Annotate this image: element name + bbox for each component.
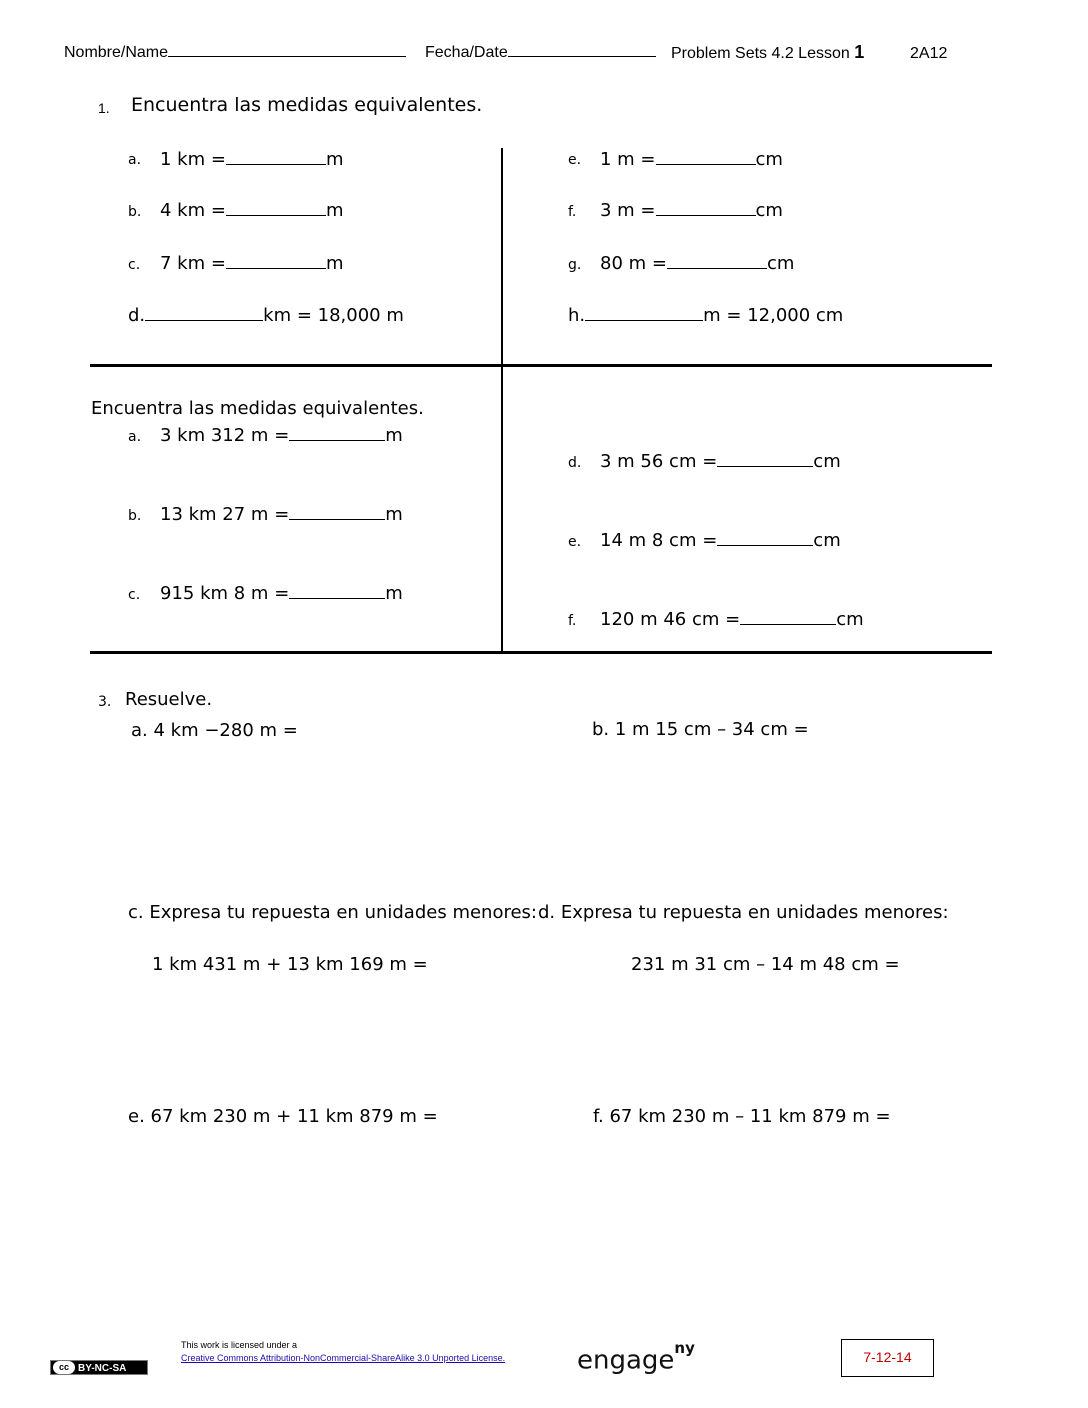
- q2-c-unit: m: [385, 583, 403, 604]
- q1-f-label: f.: [568, 204, 577, 220]
- problem-sets-label: [671, 42, 864, 63]
- q1-a-answer-blank[interactable]: [226, 148, 326, 165]
- q1-h-label: h.: [568, 305, 586, 326]
- q3-number: 3.: [98, 694, 112, 710]
- logo-sup: ny: [674, 1339, 695, 1357]
- q2-e-answer-blank[interactable]: [717, 529, 813, 546]
- q2-f-item: [600, 608, 864, 630]
- q1-a-item: [160, 148, 343, 170]
- q1-h-item: [568, 304, 843, 326]
- q1-c-item: [160, 252, 343, 274]
- q2-b-answer-blank[interactable]: [289, 503, 385, 520]
- date-stamp-box: [841, 1339, 934, 1377]
- q2-f-answer-blank[interactable]: [740, 608, 836, 625]
- cc-license-badge: [50, 1360, 148, 1375]
- q3-prompt: Resuelve.: [125, 689, 213, 710]
- q2-d-answer-blank[interactable]: [717, 450, 813, 467]
- q2-prompt: Encuentra las medidas equivalentes.: [91, 398, 424, 419]
- q3-d-prompt: d. Expresa tu repuesta en unidades menores:: [538, 902, 949, 923]
- q1-d-item: [128, 304, 404, 326]
- q1-a-label: a.: [128, 152, 142, 168]
- q2-a-label: a.: [128, 429, 142, 445]
- q3-b-problem: b. 1 m 15 cm – 34 cm =: [592, 719, 809, 740]
- q3-d-problem: 231 m 31 cm – 14 m 48 cm =: [631, 954, 900, 975]
- q1-d-label: d.: [128, 305, 146, 326]
- q2-c-expr: 915 km 8 m =: [160, 583, 290, 604]
- q2-d-label: d.: [568, 455, 582, 471]
- q1-e-answer-blank[interactable]: [656, 148, 756, 165]
- q1-d-expr: km = 18,000 m: [263, 305, 404, 326]
- q1-f-expr: 3 m =: [600, 200, 656, 221]
- q1-e-unit: cm: [755, 149, 783, 170]
- q1-g-answer-blank[interactable]: [667, 252, 767, 269]
- column-divider: [501, 148, 503, 652]
- q2-b-label: b.: [128, 508, 142, 524]
- q2-b-item: [160, 503, 403, 525]
- q3-f-problem: f. 67 km 230 m – 11 km 879 m =: [593, 1106, 891, 1127]
- engageny-logo: [577, 1339, 695, 1376]
- date-stamp: 7-12-14: [863, 1349, 912, 1365]
- q2-e-unit: cm: [813, 530, 841, 551]
- name-blank[interactable]: [168, 42, 406, 57]
- q1-b-label: b.: [128, 204, 142, 220]
- q1-prompt: Encuentra las medidas equivalentes.: [131, 94, 483, 116]
- license-text: This work is licensed under a: [181, 1340, 298, 1350]
- q1-e-expr: 1 m =: [600, 149, 656, 170]
- q1-f-answer-blank[interactable]: [656, 199, 756, 216]
- q2-f-label: f.: [568, 613, 577, 629]
- cc-badge-text: BY-NC-SA: [78, 1363, 127, 1374]
- license-link[interactable]: Creative Commons Attribution-NonCommercial-ShareAlike 3.0 Unported License.: [181, 1353, 506, 1363]
- q2-e-expr: 14 m 8 cm =: [600, 530, 718, 551]
- q1-d-answer-blank[interactable]: [145, 304, 263, 321]
- q1-b-unit: m: [325, 200, 344, 221]
- q1-g-label: g.: [568, 257, 582, 273]
- page-code: 2A12: [910, 45, 948, 62]
- q2-d-expr: 3 m 56 cm =: [600, 451, 718, 472]
- q2-c-label: c.: [128, 587, 141, 603]
- q1-c-unit: m: [325, 253, 344, 274]
- name-field[interactable]: [64, 42, 406, 62]
- q1-c-answer-blank[interactable]: [226, 252, 326, 269]
- q3-c-prompt: c. Expresa tu repuesta en unidades menores:: [128, 902, 537, 923]
- date-label: Fecha/Date: [425, 44, 508, 61]
- problem-sets-text: Problem Sets 4.2 Lesson: [671, 45, 850, 62]
- q1-g-item: [600, 252, 794, 274]
- lesson-number: 1: [854, 42, 865, 62]
- q1-h-expr: m = 12,000 cm: [703, 305, 844, 326]
- q1-e-label: e.: [568, 152, 582, 168]
- logo-text: engage: [577, 1345, 675, 1376]
- date-blank[interactable]: [508, 42, 656, 57]
- q1-f-unit: cm: [755, 200, 783, 221]
- q2-f-expr: 120 m 46 cm =: [600, 609, 741, 630]
- q2-c-item: [160, 582, 403, 604]
- q1-b-expr: 4 km =: [160, 200, 226, 221]
- q1-g-expr: 80 m =: [600, 253, 667, 274]
- q2-b-unit: m: [385, 504, 403, 525]
- q2-a-expr: 3 km 312 m =: [160, 425, 290, 446]
- q2-d-item: [600, 450, 841, 472]
- q1-number: 1.: [98, 100, 110, 116]
- q2-c-answer-blank[interactable]: [289, 582, 385, 599]
- q1-a-unit: m: [325, 149, 344, 170]
- q1-e-item: [600, 148, 783, 170]
- q3-c-problem: 1 km 431 m + 13 km 169 m =: [152, 954, 428, 975]
- cc-icon: cc: [53, 1361, 75, 1374]
- q2-a-answer-blank[interactable]: [289, 424, 385, 441]
- section-divider-1: [90, 364, 992, 367]
- q2-a-item: [160, 424, 403, 446]
- section-divider-2: [90, 651, 992, 654]
- q2-f-unit: cm: [836, 609, 864, 630]
- q2-d-unit: cm: [813, 451, 841, 472]
- q2-b-expr: 13 km 27 m =: [160, 504, 290, 525]
- q1-g-unit: cm: [766, 253, 795, 274]
- q2-e-label: e.: [568, 534, 582, 550]
- q1-c-expr: 7 km =: [160, 253, 226, 274]
- name-label: Nombre/Name: [64, 44, 169, 61]
- q1-h-answer-blank[interactable]: [585, 304, 703, 321]
- q1-b-item: [160, 199, 343, 221]
- q3-a-problem: a. 4 km −280 m =: [131, 720, 298, 741]
- date-field[interactable]: [425, 42, 656, 62]
- q2-a-unit: m: [385, 425, 403, 446]
- q1-c-label: c.: [128, 257, 141, 273]
- q3-e-problem: e. 67 km 230 m + 11 km 879 m =: [128, 1106, 438, 1127]
- q1-b-answer-blank[interactable]: [226, 199, 326, 216]
- q2-e-item: [600, 529, 841, 551]
- q1-f-item: [600, 199, 783, 221]
- q1-a-expr: 1 km =: [160, 149, 226, 170]
